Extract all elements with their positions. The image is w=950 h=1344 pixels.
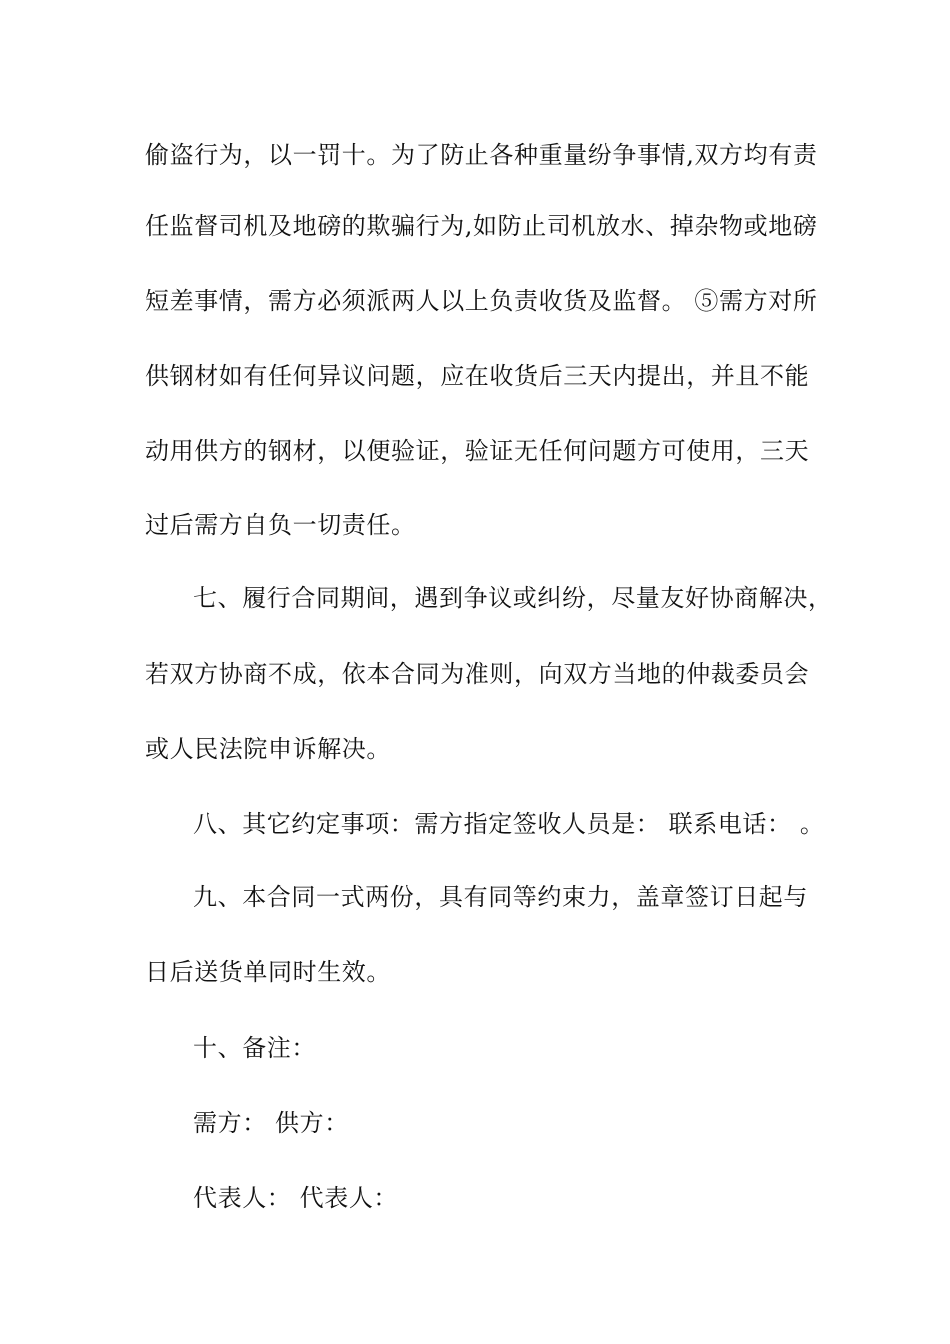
clause-eight-line: 八、其它约定事项：需方指定签收人员是： 联系电话： 。 <box>193 810 825 838</box>
body-text-line: 或人民法院申诉解决。 <box>145 735 391 763</box>
body-text-line: 过后需方自负一切责任。 <box>145 511 416 539</box>
body-text-line: 短差事情，需方必须派两人以上负责收货及监督。 ⑤需方对所 <box>145 287 818 315</box>
body-text-line: 偷盗行为，以一罚十。为了防止各种重量纷争事情,双方均有责 <box>145 141 818 169</box>
body-text-line: 动用供方的钢材，以便验证，验证无任何问题方可使用，三天 <box>145 437 810 465</box>
body-text-line: 任监督司机及地磅的欺骗行为,如防止司机放水、掉杂物或地磅 <box>145 212 818 240</box>
representatives-line: 代表人： 代表人： <box>193 1184 399 1212</box>
body-text-line: 日后送货单同时生效。 <box>145 958 391 986</box>
clause-seven-heading: 七、履行合同期间，遇到争议或纠纷，尽量友好协商解决， <box>193 584 833 612</box>
clause-ten-remarks: 十、备注： <box>193 1034 316 1062</box>
body-text-line: 供钢材如有任何异议问题，应在收货后三天内提出，并且不能 <box>145 362 810 390</box>
clause-nine-heading: 九、本合同一式两份，具有同等约束力，盖章签订日起与 <box>193 883 808 911</box>
body-text-line: 若双方协商不成，依本合同为准则，向双方当地的仲裁委员会 <box>145 660 810 688</box>
parties-line: 需方： 供方： <box>193 1109 349 1137</box>
